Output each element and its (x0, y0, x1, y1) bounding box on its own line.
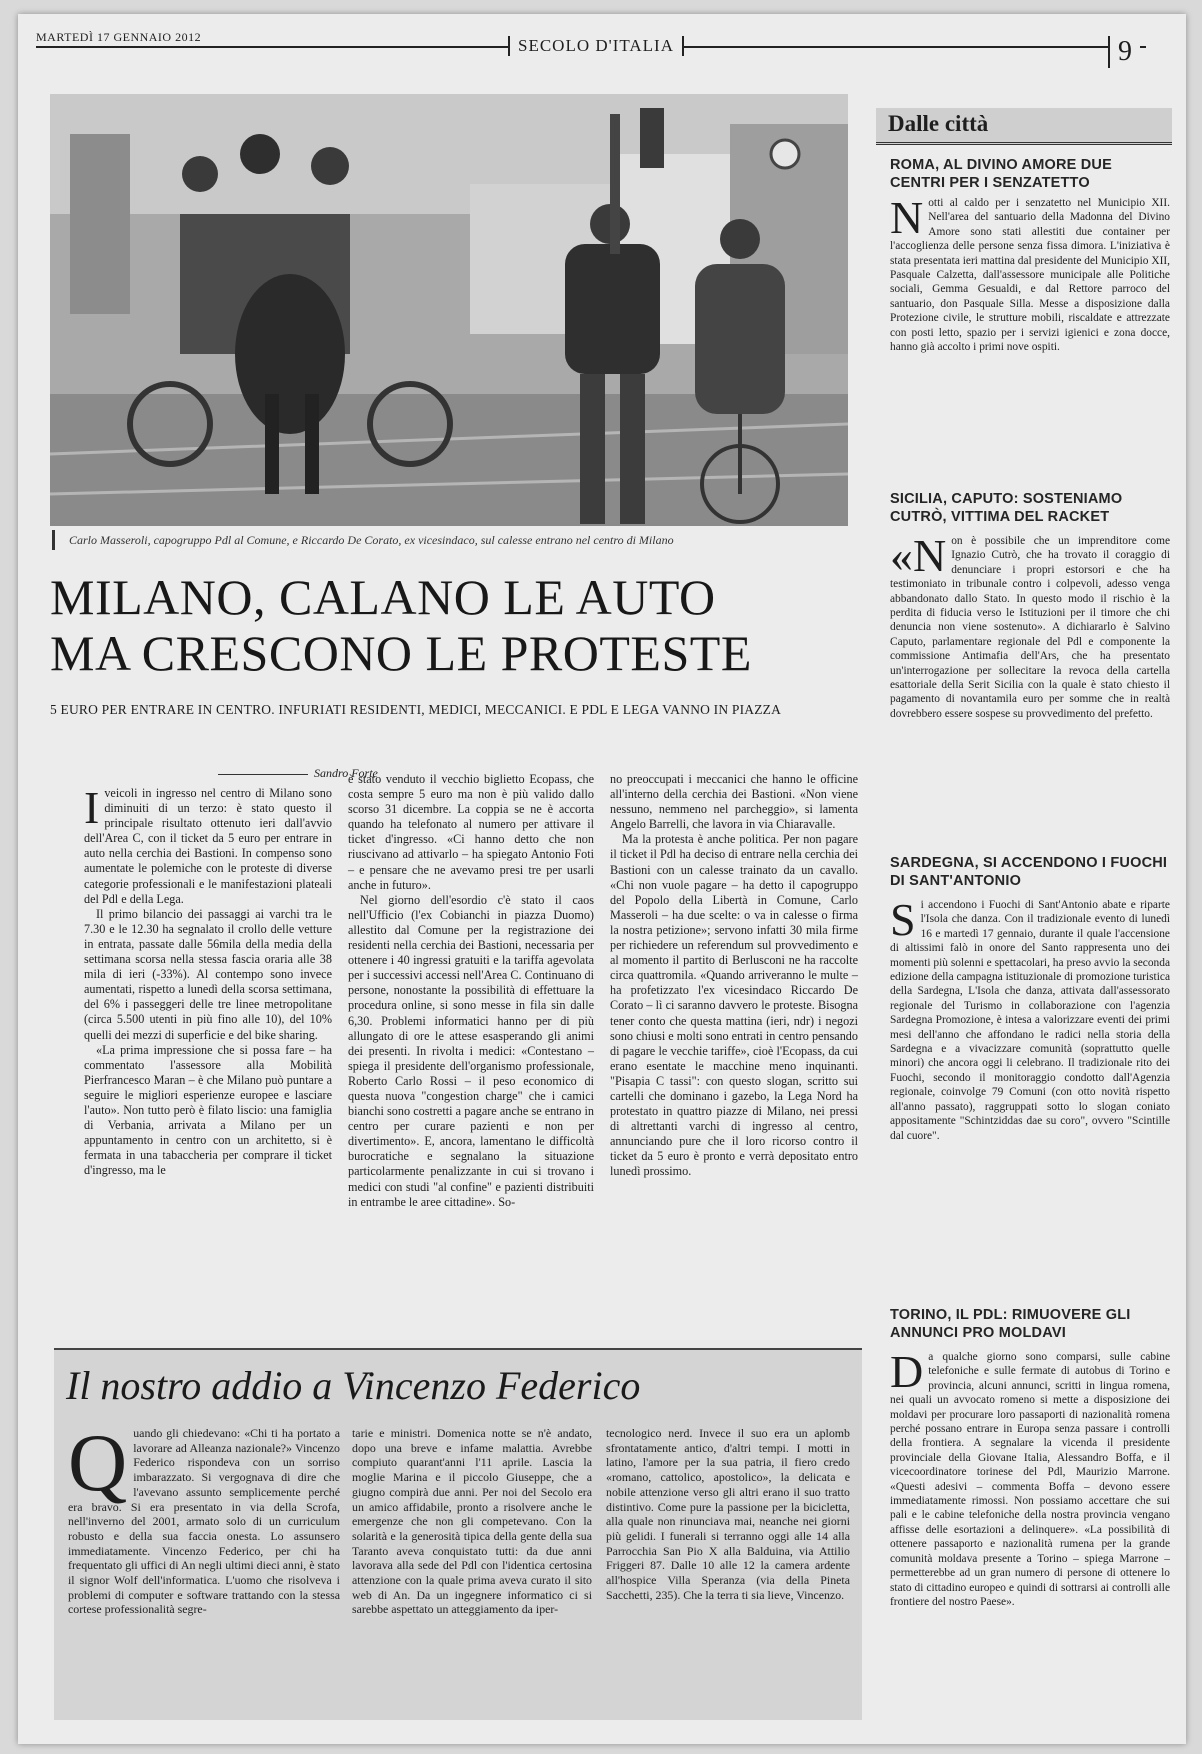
sidebar-item-sardegna-text: i accendono i Fuochi di Sant'Antonio abate e riparte l'Isola che danza. Con il tradizionale evento di lunedì 16 e martedì 17 gennaio, durante il quale l'accensione di altissimi falò in onore del Santo rappresenta uno dei momenti più solenni e spettacolari, ha preso avvio la seconda edizione della campagna istituzionale di promozione turistica della Sardegna, L'Isola che danza, attivata dall'assessorato regionale del Turismo in collaborazione con l'agenzia Sardegna Promozione, è intesa a valorizzare eventi dei primi mesi dell'anno che affondano le radici nella storia della Sardegna e a vivacizzare comunità (soprattutto quelle minori) che ancora oggi li celebrano. Il tradizionale rito dei Fuochi, secondo il monitoraggio condotto dall'Agenzia regionale, coinvolge 79 Comuni (con otto novità rispetto all'anno passato), raggruppati sotto lo slogan coniato appositamente "Schintziddas dae su coro", ovvero "Scintille dal cuore". (890, 899, 1170, 1142)
obituary-title: Il nostro addio a Vincenzo Federico (66, 1363, 641, 1408)
sidebar-item-torino-dropcap: D (890, 1346, 924, 1397)
obituary-col1-text: uando gli chiedevano: «Chi ti ha portato a lavorare ad Alleanza nazionale?» Vincenzo Federico rispondeva con un sorriso imbarazzato. Si vergognava di dire che l'avevano assunto semplicemente perché era bravo. Si era presentato in via della Scrofa, nell'inverno del 2001, armato solo di un curriculum robusto e della sua faccia onesta. Lo assunsero immediatamente. Vincenzo Federico, per chi ha frequentato gli uffici di An negli ultimi dieci anni, è stato il signor Wolf dell'informatica. L'uomo che risolveva i problemi di computer e software trattando con la stessa cortese professionalità segre- (68, 1426, 340, 1617)
article-subheadline: 5 EURO PER ENTRARE IN CENTRO. INFURIATI RESIDENTI, MEDICI, MECCANICI. E PDL E LEGA VANNO IN PIAZZA (50, 702, 782, 717)
obituary-column-1 (68, 1417, 340, 1617)
headline-line-2: MA CRESCONO LE PROTESTE (50, 625, 752, 681)
sidebar-item-sicilia-text: on è possibile che un imprenditore come Ignazio Cutrò, che ha trovato il coraggio di denunciare i propri estorsori e che ha testimoniato in tribunale contro i colpevoli, adesso venga abbandonato dallo Stato. In questo modo il rischio è la perdita di fiducia verso le Istituzioni per il timore che chi denuncia non viene sostenuto». A dichiararlo è Salvino Caputo, parlamentare regionale del Pdl e componente la commissione Antimafia dell'Ars, che ha presentato un'interrogazione per sollecitare la revoca della cartella esattoriale della Serit Sicilia con la quale è stato chiesto il pagamento di novantamila euro per somme che in realtà dovrebbero essere sospese su provvedimento del prefetto. (890, 535, 1170, 720)
sidebar-item-roma-body (890, 192, 1170, 354)
article-column-3 (610, 772, 858, 1180)
obituary-col3-text: tecnologico nerd. Invece il suo era un aplomb sfrontatamente antico, d'altri tempi. I motti in latino, l'amore per la sua patria, il fiero credo «romano, cattolico, apostolico», la delicata e nobile attenzione verso gli altri erano il suo tratto distintivo. Come pure la passione per la bicicletta, alla quale non rinunciava mai, neanche nei giorni più gelidi. I funerali si terranno oggi alle 14 alla Parrocchia San Pio X alla Balduina, via Attilio Friggeri 87. Dalle 10 alle 12 la camera ardente all'hospice Villa Speranza (via della Pineta Sacchetti, 235). Che la terra ti sia lieve, Vincenzo. (606, 1426, 850, 1602)
sidebar-title: Dalle città (888, 111, 989, 136)
sidebar-item-roma-dropcap: N (890, 192, 924, 243)
newspaper-page (18, 14, 1186, 1744)
sidebar-item-sardegna-dropcap: S (890, 894, 916, 945)
obituary-column-3 (606, 1426, 850, 1602)
header-date: MARTEDÌ 17 GENNAIO 2012 (36, 30, 202, 44)
sidebar-dalle-citta (876, 92, 1172, 1732)
sidebar-item-torino-body (890, 1346, 1170, 1609)
sidebar-item-sicilia-heading: SICILIA, CAPUTO: SOSTENIAMO CUTRÒ, VITTIMA DEL RACKET (890, 491, 1123, 525)
article-col1-para-2: Il primo bilancio dei passaggi ai varchi tra le 7.30 e le 12.30 ha segnalato il crollo delle vetture in entrata, passate dalle 56mila della media della settimana scorsa nella stessa fascia oraria alle 38 mila di ieri (-33%). Al contempo sono invece aumentati, rispetto a lunedì della scorsa settimana, del 6% i passeggeri delle tre linee metropolitane (circa 5.500 utenti in più fino alle 10), del 10% quelli dei mezzi di superficie e del bike sharing. (84, 906, 332, 1042)
article-col1-para-3: «La prima impressione che si possa fare – ha commentato l'assessore alla Mobilità Pierfrancesco Maran – è che Milano può puntare a seguire le migliori esperienze europee e lasciare l'auto». Non tutto però è filato liscio: una famiglia di Verbania, arrivata a Milano per un appuntamento in centro con un architetto, si è fermata in una tabaccheria per comprare il ticket d'ingresso, ma le (84, 1042, 332, 1178)
article-col1-para-1: veicoli in ingresso nel centro di Milano sono diminuiti di un terzo: è stato questo il principale risultato ottenuto ieri dall'avvio dell'Area C, con il ticket da 5 euro per entrare in auto nella cerchia dei Bastioni. In compenso sono aumentate le polemiche con le proteste di diverse categorie professionali e le manifestazioni plateali del Pdl e della Lega. (84, 786, 332, 906)
article-col3-para-1: no preoccupati i meccanici che hanno le officine all'interno della cerchia dei Bastioni. «Non viene nessuno, nemmeno nel parcheggio», si lamenta Angelo Barrelli, che lavora in via Chiaravalle. (610, 772, 858, 832)
article-column-1 (84, 782, 332, 1178)
sidebar-item-roma-heading: ROMA, AL DIVINO AMORE DUE CENTRI PER I SENZATETTO (890, 157, 1112, 191)
obituary-dropcap: Q (68, 1417, 128, 1508)
sidebar-item-roma-text: otti al caldo per i senzatetto nel Municipio XII. Nell'area del santuario della Madonna del Divino Amore sono stati allestiti due container per l'accoglienza delle persone senza fissa dimora. L'iniziativa è stata presentata ieri mattina dal presidente del Municipio XII, Pasquale Calzetta, dall'assessore municipale alle Politiche sociali, Gemma Gesualdi, e dal Rettore parroco del santuario, don Pasquale Silla. Messe a disposizione dalla Protezione civile, le strutture mobili, riscaldate e attrezzate con posti letto, spazio per i servizi igienici e zona docce, hanno già accolto i primi nove ospiti. (890, 197, 1170, 354)
photo-caption: Carlo Masseroli, capogruppo Pdl al Comune, e Riccardo De Corato, ex vicesindaco, sul calesse entrano nel centro di Milano (52, 530, 859, 550)
article-headline (50, 569, 860, 681)
article-byline: Sandro Forte (218, 766, 378, 781)
article-col3-para-2: Ma la protesta è anche politica. Per non pagare il ticket il Pdl ha deciso di entrare nella cerchia dei Bastioni con un calesse trainato da un cavallo. «Chi non vuole pagare – ha detto il capogruppo del Popolo della Libertà in Comune, Carlo Masseroli – ha due scelte: o va in calesse o firma la nostra petizione»; servono infatti 30 mila firme per richiedere un referendum sul provvedimento e al momento il partito di Berlusconi ne ha raccolte circa quattromila. «Quando arriveranno le multe – ha profetizzato l'ex vicesindaco Riccardo De Corato – lì ci saranno davvero le proteste. Bisogna tener conto che questa mattina (ieri, ndr) i negozi sono chiusi e molti sono entrati in centro pensando di pagare le vecchie tariffe», cioè l'Ecopass, da cui erano esentate le macchine meno inquinanti. "Pisapia C tassi": con questo slogan, scritto sui cartelli che dominano i gazebo, la Lega Nord ha protestato in quattro piazze di Milano, nei pressi di altrettanti varchi di ingresso al centro, annunciando pure che il loro ricorso contro il ticket da 5 euro è pronto e verrà depositato entro lunedì prossimo. (610, 832, 858, 1179)
photo-illustration (50, 94, 848, 526)
article-column-2 (348, 772, 594, 1210)
sidebar-item-sicilia-dropcap: «N (890, 530, 947, 581)
sidebar-item-torino-text: a qualche giorno sono comparsi, sulle cabine telefoniche e sulle fermate di autobus di Torino e provincia, alcuni annunci, scritti in lingua romena, nei quali un avvocato romeno si mette a disposizione dei moldavi per procurare loro passaporti di nazionalità romena perché possano entrare in Europa senza passare i controlli della frontiera. A segnalare la vicenda il presidente provinciale della Giovane Italia, Alessandro Boffa, e il vicecoordinatore torinese del Pdl, Maurizio Marrone. «Questi adesivi – commenta Boffa – devono essere immediatamente rimossi. Non possiamo accettare che sui pali e le cabine telefoniche della nostra provincia vengano affisse delle esortazioni a delinquere». «La possibilità di ottenere passaporto e nazionalità rumena per la grande comunità moldava presente a Torino – spiega Marrone – permetterebbe ad un gran numero di persone di ottenere lo stato di cittadino europeo e quindi di sottrarsi ai controlli alle frontiere del nostro Paese». (890, 1351, 1170, 1608)
header-page-number: 9 (1108, 36, 1140, 68)
sidebar-item-sardegna-body (890, 894, 1170, 1143)
sidebar-item-sicilia-body (890, 530, 1170, 721)
article-col2-para-2: Nel giorno dell'esordio c'è stato il caos nell'Ufficio (l'ex Cobianchi in piazza Duomo) allestito dal Comune per la registrazione dei residenti nella cerchia dei Bastioni, necessaria per ottenere i 40 ingressi gratuiti e la tariffa agevolata per i successivi accessi nell'Area C. Continuano di persone, nonostante la possibilità di effettuare la procedura online, si sono messe in fila sin dalle 6,30. Problemi informatici hanno per di più allungato di ore le attese esasperando gli animi dei presenti. In rivolta i medici: «Contestano – spiega il presidente dell'organismo professionale, Roberto Carlo Rossi – il peso economico di questa nuova "congestion charge" che i camici bianchi sono costretti a pagare anche se entrano in centro per curare pazienti e non per divertimento». E, ancora, lamentano le difficoltà burocratiche e segnalano la situazione particolarmente penalizzante in cui si trovano i medici con studi "al confine" e pazienti distribuiti in entrambe le aree cittadine». So- (348, 892, 594, 1209)
sidebar-title-bar (876, 108, 1172, 145)
obituary-column-2 (352, 1426, 592, 1617)
header-paper-name: SECOLO D'ITALIA (508, 36, 684, 56)
sidebar-item-sardegna-heading: SARDEGNA, SI ACCENDONO I FUOCHI DI SANT'ANTONIO (890, 855, 1168, 889)
headline-line-1: MILANO, CALANO LE AUTO (50, 569, 716, 625)
obituary-col2-text: tarie e ministri. Domenica notte se n'è andato, dopo una breve e infame malattia. Avrebbe compiuto quarant'anni l'11 aprile. Lascia la moglie Marina e il piccolo Giuseppe, che a giugno compirà due anni. Per noi del Secolo era un amico affidabile, pronto a risolvere anche le emergenze che non gli competevano. Con la solarità e la generosità tipica della gente della sua Taranto aveva conquistato tutti: da due anni lavorava alla sede del Pdl con l'identica certosina attenzione con la quale prima aveva curato il sito web di An. Da un ingegnere informatico ci si sarebbe aspettato un atteggiamento da iper- (352, 1426, 592, 1617)
article-col2-para-1: è stato venduto il vecchio biglietto Ecopass, che costa sempre 5 euro ma non è più valido dallo scorso 31 dicembre. La coppia se ne è accorta quando ha telefonato al numero per attivare il ticket d'ingresso. «Ci hanno detto che non riuscivano ad attivarlo – ha spiegato Antonio Foti – e pensare che ne avevamo presi tre per usarli anche in futuro». (348, 772, 594, 892)
article-dropcap: I (84, 782, 100, 833)
article-photo (50, 94, 848, 526)
sidebar-item-torino-heading: TORINO, IL PDL: RIMUOVERE GLI ANNUNCI PRO MOLDAVI (890, 1307, 1131, 1341)
